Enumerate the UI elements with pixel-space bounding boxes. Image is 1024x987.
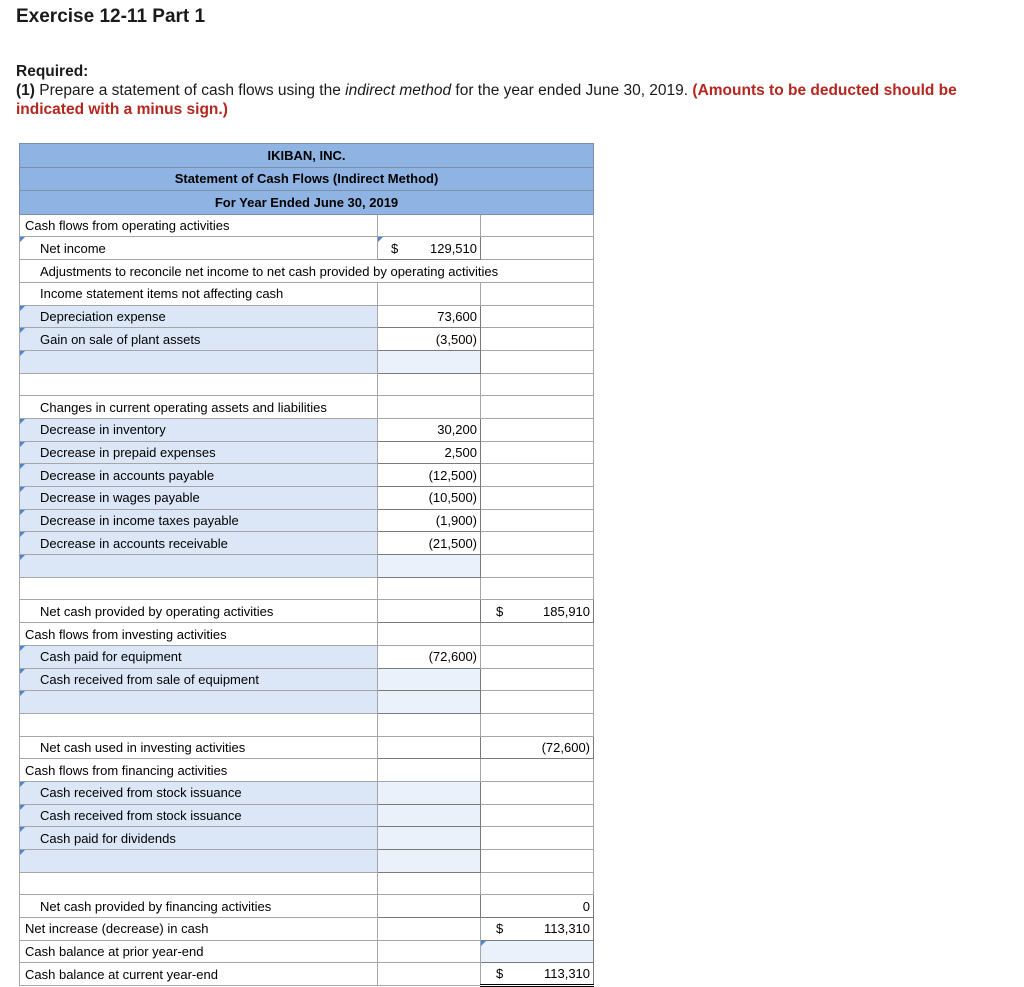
empty-cell [481, 623, 594, 646]
dropdown-marker-icon [20, 419, 25, 424]
change-item-value: (21,500) [428, 535, 477, 551]
change-item-label: Decrease in accounts payable [40, 467, 215, 483]
dropdown-marker-icon [20, 464, 25, 469]
change-item-label: Decrease in inventory [40, 422, 166, 438]
noncash-item-label: Gain on sale of plant assets [40, 331, 201, 347]
empty-cell [378, 396, 481, 419]
financing-item-row [20, 804, 594, 827]
requirement-line [16, 81, 1006, 119]
financing-item-label-cell[interactable] [20, 827, 378, 850]
blank-label-cell[interactable] [20, 350, 378, 373]
statement-period: For Year Ended June 30, 2019 [20, 191, 594, 215]
empty-cell [481, 850, 594, 873]
change-item-value: 30,200 [437, 422, 477, 438]
net-increase-label: Net increase (decrease) in cash [20, 918, 378, 941]
change-item-value: (10,500) [428, 490, 477, 506]
noncash-item-input[interactable] [378, 328, 481, 351]
investing-heading: Cash flows from investing activities [20, 623, 378, 646]
change-item-value: (12,500) [428, 467, 477, 483]
blank-label-cell[interactable] [20, 691, 378, 714]
financing-item-input[interactable] [378, 827, 481, 850]
net-increase-row [20, 918, 594, 941]
financing-item-row [20, 781, 594, 804]
dollar-sign: $ [391, 240, 399, 256]
header-row [20, 144, 594, 168]
net-investing-row [20, 736, 594, 759]
blank-entry-row [20, 850, 594, 873]
dropdown-marker-icon [20, 442, 25, 447]
dollar-sign: $ [496, 603, 504, 619]
investing-item-row [20, 668, 594, 691]
empty-cell [378, 577, 481, 600]
requirement-text [16, 62, 1006, 119]
change-item-input[interactable] [378, 532, 481, 555]
page-title: Exercise 12-11 Part 1 [16, 6, 206, 27]
net-income-label: Net income [40, 240, 106, 256]
change-item-label-cell[interactable] [20, 464, 378, 487]
header-row [20, 167, 594, 191]
net-investing-mid-input[interactable] [378, 736, 481, 759]
blank-entry-row [20, 555, 594, 578]
investing-item-label-cell[interactable] [20, 645, 378, 668]
current-balance-input[interactable] [481, 963, 594, 986]
dropdown-marker-icon [20, 691, 25, 696]
header-row [20, 191, 594, 215]
investing-item-label-cell[interactable] [20, 668, 378, 691]
section-row [20, 214, 594, 237]
empty-cell [481, 214, 594, 237]
change-item-input[interactable] [378, 487, 481, 510]
empty-cell [378, 282, 481, 305]
dropdown-marker-icon [20, 646, 25, 651]
required-label: Required: [16, 63, 89, 80]
operating-heading: Cash flows from operating activities [20, 214, 378, 237]
empty-cell [481, 645, 594, 668]
empty-cell [378, 940, 481, 963]
net-financing-row [20, 895, 594, 918]
blank-entry-row [20, 691, 594, 714]
empty-cell [481, 532, 594, 555]
net-income-input[interactable] [378, 237, 481, 260]
empty-cell [378, 963, 481, 986]
blank-label-cell[interactable] [20, 850, 378, 873]
investing-item-value: (72,600) [428, 649, 477, 665]
noncash-item-label: Depreciation expense [40, 308, 166, 324]
dollar-sign: $ [496, 966, 504, 982]
spacer-row [20, 373, 594, 396]
requirement-number: (1) [16, 82, 35, 99]
change-item-input[interactable] [378, 464, 481, 487]
change-item-input[interactable] [378, 441, 481, 464]
financing-item-input[interactable] [378, 804, 481, 827]
requirement-text-1: Prepare a statement of cash flows using the [34, 82, 346, 99]
financing-item-label: Cash received from stock issuance [40, 808, 242, 823]
net-income-row [20, 237, 594, 260]
empty-cell [481, 691, 594, 714]
change-item-input[interactable] [378, 418, 481, 441]
dollar-sign: $ [496, 921, 504, 937]
empty-cell [481, 487, 594, 510]
change-item-label-cell[interactable] [20, 441, 378, 464]
noncash-item-value: (3,500) [435, 331, 477, 347]
noncash-item-input[interactable] [378, 305, 481, 328]
dropdown-marker-icon [20, 782, 25, 787]
empty-cell [481, 418, 594, 441]
prior-balance-row [20, 940, 594, 963]
empty-cell [481, 350, 594, 373]
net-investing-label: Net cash used in investing activities [20, 736, 378, 759]
dropdown-marker-icon [20, 237, 25, 242]
section-row [20, 623, 594, 646]
dropdown-marker-icon [20, 850, 25, 855]
change-item-value: 2,500 [444, 445, 477, 460]
net-operating-value: 185,910 [543, 603, 591, 619]
financing-heading: Cash flows from financing activities [20, 759, 378, 782]
requirement-note: (Amounts to be deducted should be indicated with a minus sign.) [16, 82, 957, 118]
empty-cell [481, 509, 594, 532]
investing-item-label: Cash received from sale of equipment [40, 671, 259, 687]
noncash-heading: Income statement items not affecting cash [20, 282, 378, 305]
change-item-label: Decrease in accounts receivable [40, 535, 228, 551]
empty-cell [378, 918, 481, 941]
change-item-row [20, 418, 594, 441]
empty-cell [481, 555, 594, 578]
financing-item-row [20, 827, 594, 850]
dropdown-marker-icon [20, 532, 25, 537]
financing-item-label: Cash received from stock issuance [40, 785, 242, 801]
blank-entry-row [20, 350, 594, 373]
net-increase-value: 113,310 [543, 921, 591, 937]
empty-cell [481, 305, 594, 328]
current-balance-label: Cash balance at current year-end [20, 963, 378, 986]
prior-balance-input[interactable] [481, 940, 594, 963]
investing-item-row [20, 645, 594, 668]
net-increase-input[interactable] [481, 918, 594, 941]
spacer-row [20, 872, 594, 895]
empty-cell [481, 668, 594, 691]
empty-cell [481, 827, 594, 850]
noncash-item-label-cell[interactable] [20, 305, 378, 328]
change-item-label: Decrease in wages payable [40, 490, 200, 506]
section-row [20, 396, 594, 419]
financing-item-label-cell[interactable] [20, 804, 378, 827]
empty-cell [481, 441, 594, 464]
empty-cell [481, 577, 594, 600]
net-income-value: 129,510 [430, 240, 477, 256]
empty-cell [481, 373, 594, 396]
net-investing-input[interactable] [481, 736, 594, 759]
change-item-label: Decrease in prepaid expenses [40, 445, 216, 460]
change-item-label-cell[interactable] [20, 509, 378, 532]
noncash-item-value: 73,600 [437, 308, 477, 324]
empty-cell [20, 872, 378, 895]
blank-amount-input[interactable] [378, 691, 481, 714]
section-row [20, 759, 594, 782]
empty-cell [481, 713, 594, 736]
spacer-row [20, 577, 594, 600]
change-item-label: Decrease in income taxes payable [40, 513, 239, 529]
dropdown-marker-icon [20, 827, 25, 832]
input-marker-icon [481, 941, 486, 946]
net-financing-mid-input[interactable] [378, 895, 481, 918]
dropdown-marker-icon [20, 306, 25, 311]
empty-cell [20, 713, 378, 736]
spacer-row [20, 713, 594, 736]
change-item-row [20, 509, 594, 532]
net-operating-mid-input[interactable] [378, 600, 481, 623]
section-row [20, 260, 594, 283]
net-financing-label: Net cash provided by financing activities [20, 895, 378, 918]
investing-item-label: Cash paid for equipment [40, 649, 182, 665]
blank-amount-input[interactable] [378, 350, 481, 373]
empty-cell [481, 237, 594, 260]
requirement-text-2: for the year ended June 30, 2019. [451, 82, 693, 99]
net-income-label-cell[interactable] [20, 237, 378, 260]
empty-cell [378, 713, 481, 736]
noncash-item-row [20, 328, 594, 351]
net-operating-label: Net cash provided by operating activities [20, 600, 378, 623]
cash-flow-statement [19, 143, 594, 987]
change-item-label-cell[interactable] [20, 418, 378, 441]
adjustments-label: Adjustments to reconcile net income to net cash provided by operating activities [20, 260, 594, 283]
change-item-label-cell[interactable] [20, 487, 378, 510]
financing-item-label-cell[interactable] [20, 781, 378, 804]
current-balance-value: 113,310 [543, 966, 591, 982]
change-item-value: (1,900) [435, 513, 477, 529]
empty-cell [378, 872, 481, 895]
empty-cell [481, 781, 594, 804]
change-item-input[interactable] [378, 509, 481, 532]
dropdown-marker-icon [20, 669, 25, 674]
changes-heading: Changes in current operating assets and liabilities [20, 396, 378, 419]
empty-cell [20, 577, 378, 600]
empty-cell [481, 396, 594, 419]
dropdown-marker-icon [20, 328, 25, 333]
net-financing-input[interactable] [481, 895, 594, 918]
statement-name: Statement of Cash Flows (Indirect Method) [20, 167, 594, 191]
dropdown-marker-icon [20, 351, 25, 356]
net-operating-input[interactable] [481, 600, 594, 623]
section-row [20, 282, 594, 305]
prior-balance-label: Cash balance at prior year-end [20, 940, 378, 963]
empty-cell [481, 872, 594, 895]
blank-label-cell[interactable] [20, 555, 378, 578]
dropdown-marker-icon [20, 555, 25, 560]
noncash-item-row [20, 305, 594, 328]
blank-amount-input[interactable] [378, 555, 481, 578]
financing-item-label: Cash paid for dividends [40, 830, 176, 846]
requirement-method: indirect method [345, 82, 452, 99]
dropdown-marker-icon [20, 510, 25, 515]
change-item-row [20, 487, 594, 510]
empty-cell [481, 464, 594, 487]
empty-cell [378, 214, 481, 237]
empty-cell [481, 282, 594, 305]
change-item-row [20, 532, 594, 555]
empty-cell [481, 328, 594, 351]
investing-item-input[interactable] [378, 668, 481, 691]
net-investing-value: (72,600) [541, 739, 591, 755]
net-operating-row [20, 600, 594, 623]
noncash-item-label-cell[interactable] [20, 328, 378, 351]
net-financing-value: 0 [582, 898, 591, 914]
current-balance-row [20, 963, 594, 986]
empty-cell [481, 759, 594, 782]
change-item-label-cell[interactable] [20, 532, 378, 555]
empty-cell [20, 373, 378, 396]
dropdown-marker-icon [20, 805, 25, 810]
change-item-row [20, 441, 594, 464]
financing-item-input[interactable] [378, 781, 481, 804]
empty-cell [378, 623, 481, 646]
input-marker-icon [378, 237, 383, 242]
company-name: IKIBAN, INC. [20, 144, 594, 168]
dropdown-marker-icon [20, 487, 25, 492]
empty-cell [378, 759, 481, 782]
empty-cell [481, 804, 594, 827]
empty-cell [378, 373, 481, 396]
blank-amount-input[interactable] [378, 850, 481, 873]
investing-item-input[interactable] [378, 645, 481, 668]
change-item-row [20, 464, 594, 487]
